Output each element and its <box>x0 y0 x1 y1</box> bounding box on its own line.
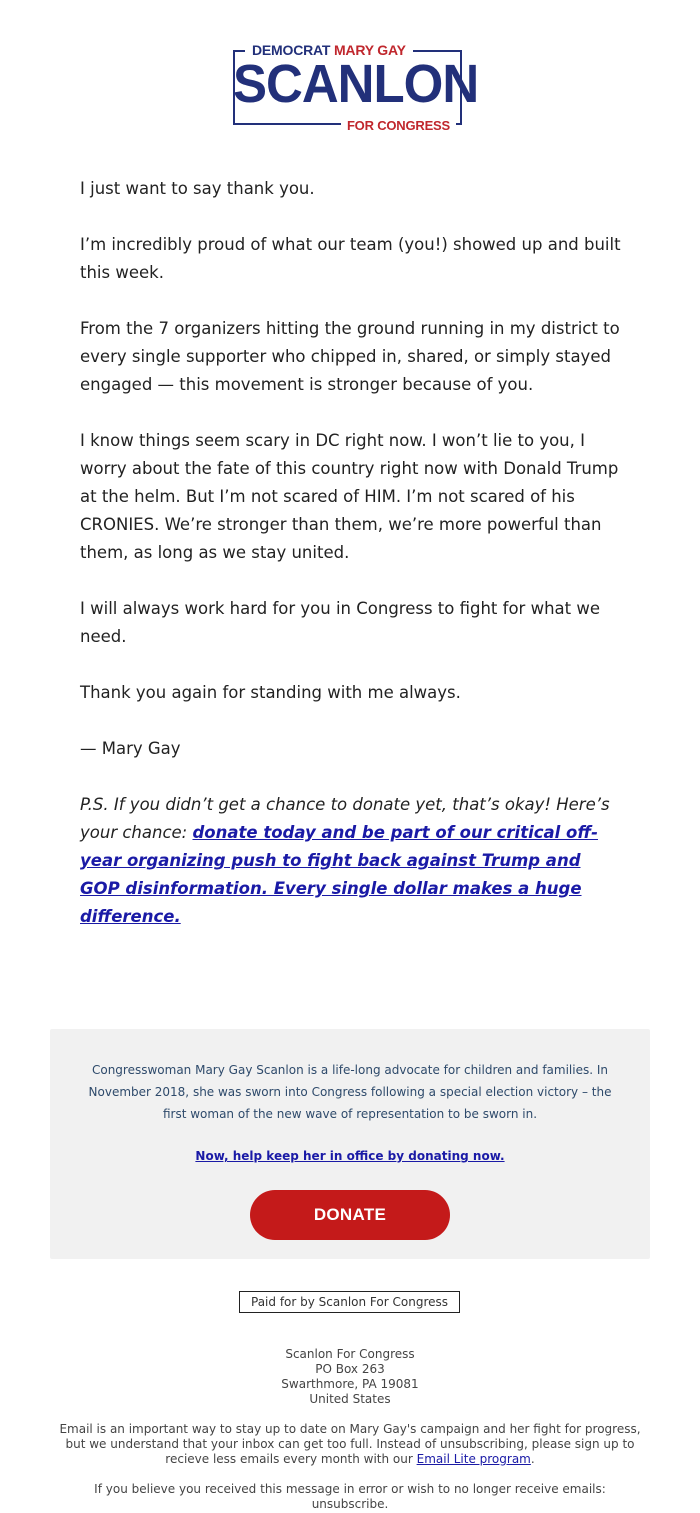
about-text: Congresswoman Mary Gay Scanlon is a life-long advocate for children and families. In November 2018, she was sworn into Congress following a special election victory – the first woman of the new wave of representation to be sworn in. <box>88 1063 612 1121</box>
postscript <box>80 791 625 931</box>
logo-surname: SCANLON <box>233 53 479 114</box>
logo-first-name: MARY GAY <box>333 42 406 58</box>
unsubscribe-link[interactable]: unsubscribe. <box>311 1497 389 1511</box>
campaign-logo <box>233 42 479 133</box>
letter-signature: — Mary Gay <box>80 739 181 758</box>
email-lite-link[interactable]: Email Lite program <box>416 1452 531 1466</box>
paid-for-by-box: Paid for by Scanlon For Congress <box>239 1291 460 1313</box>
letter-paragraph: From the 7 organizers hitting the ground running in my district to every single supporter who chipped in, shared, or simply stayed engaged — this movement is stronger because of you. <box>80 319 620 394</box>
letter-paragraph: I will always work hard for you in Congress to fight for what we need. <box>80 599 601 646</box>
help-donate-link[interactable]: Now, help keep her in office by donating now. <box>195 1149 505 1163</box>
email-note-text: Email is an important way to stay up to date on Mary Gay's campaign and her fight for progress, but we understand that your inbox can get too full. Instead of unsubscribing, please sign up to recieve less emails every month with our <box>59 1422 641 1466</box>
error-note-text: If you believe you received this message in error or wish to no longer receive emails: <box>94 1482 606 1496</box>
mailing-address <box>0 1347 700 1407</box>
letter-paragraph: I’m incredibly proud of what our team (you!) showed up and built this week. <box>80 235 621 282</box>
donate-button[interactable]: DONATE <box>250 1190 450 1240</box>
email-lite-note <box>55 1422 645 1467</box>
address-line: PO Box 263 <box>315 1362 385 1376</box>
letter-body <box>80 175 625 959</box>
letter-paragraph: Thank you again for standing with me always. <box>80 683 461 702</box>
logo-for-congress: FOR CONGRESS <box>341 118 456 134</box>
postscript-text: P.S. If you didn’t get a chance to donate yet, that’s okay! Here’s your chance: <box>80 795 610 842</box>
about-panel <box>50 1029 650 1259</box>
letter-paragraph: I know things seem scary in DC right now. I won’t lie to you, I worry about the fate of this country right now with Donald Trump at the helm. But I’m not scared of HIM. I’m not scared of his CRONIES. We’re stronger than them, we’re more powerful than them, as long as we stay united. <box>80 431 619 562</box>
address-line: United States <box>309 1392 391 1406</box>
address-line: Swarthmore, PA 19081 <box>281 1377 419 1391</box>
postscript-donate-link[interactable]: donate today and be part of our critical off-year organizing push to fight back against Trump and GOP disinformation. Every single dollar makes a huge difference. <box>80 823 598 926</box>
address-line: Scanlon For Congress <box>285 1347 415 1361</box>
logo-democrat: DEMOCRAT <box>252 42 331 58</box>
unsubscribe-note <box>80 1482 620 1512</box>
letter-paragraph: I just want to say thank you. <box>80 179 315 198</box>
email-note-end: . <box>530 1452 535 1466</box>
